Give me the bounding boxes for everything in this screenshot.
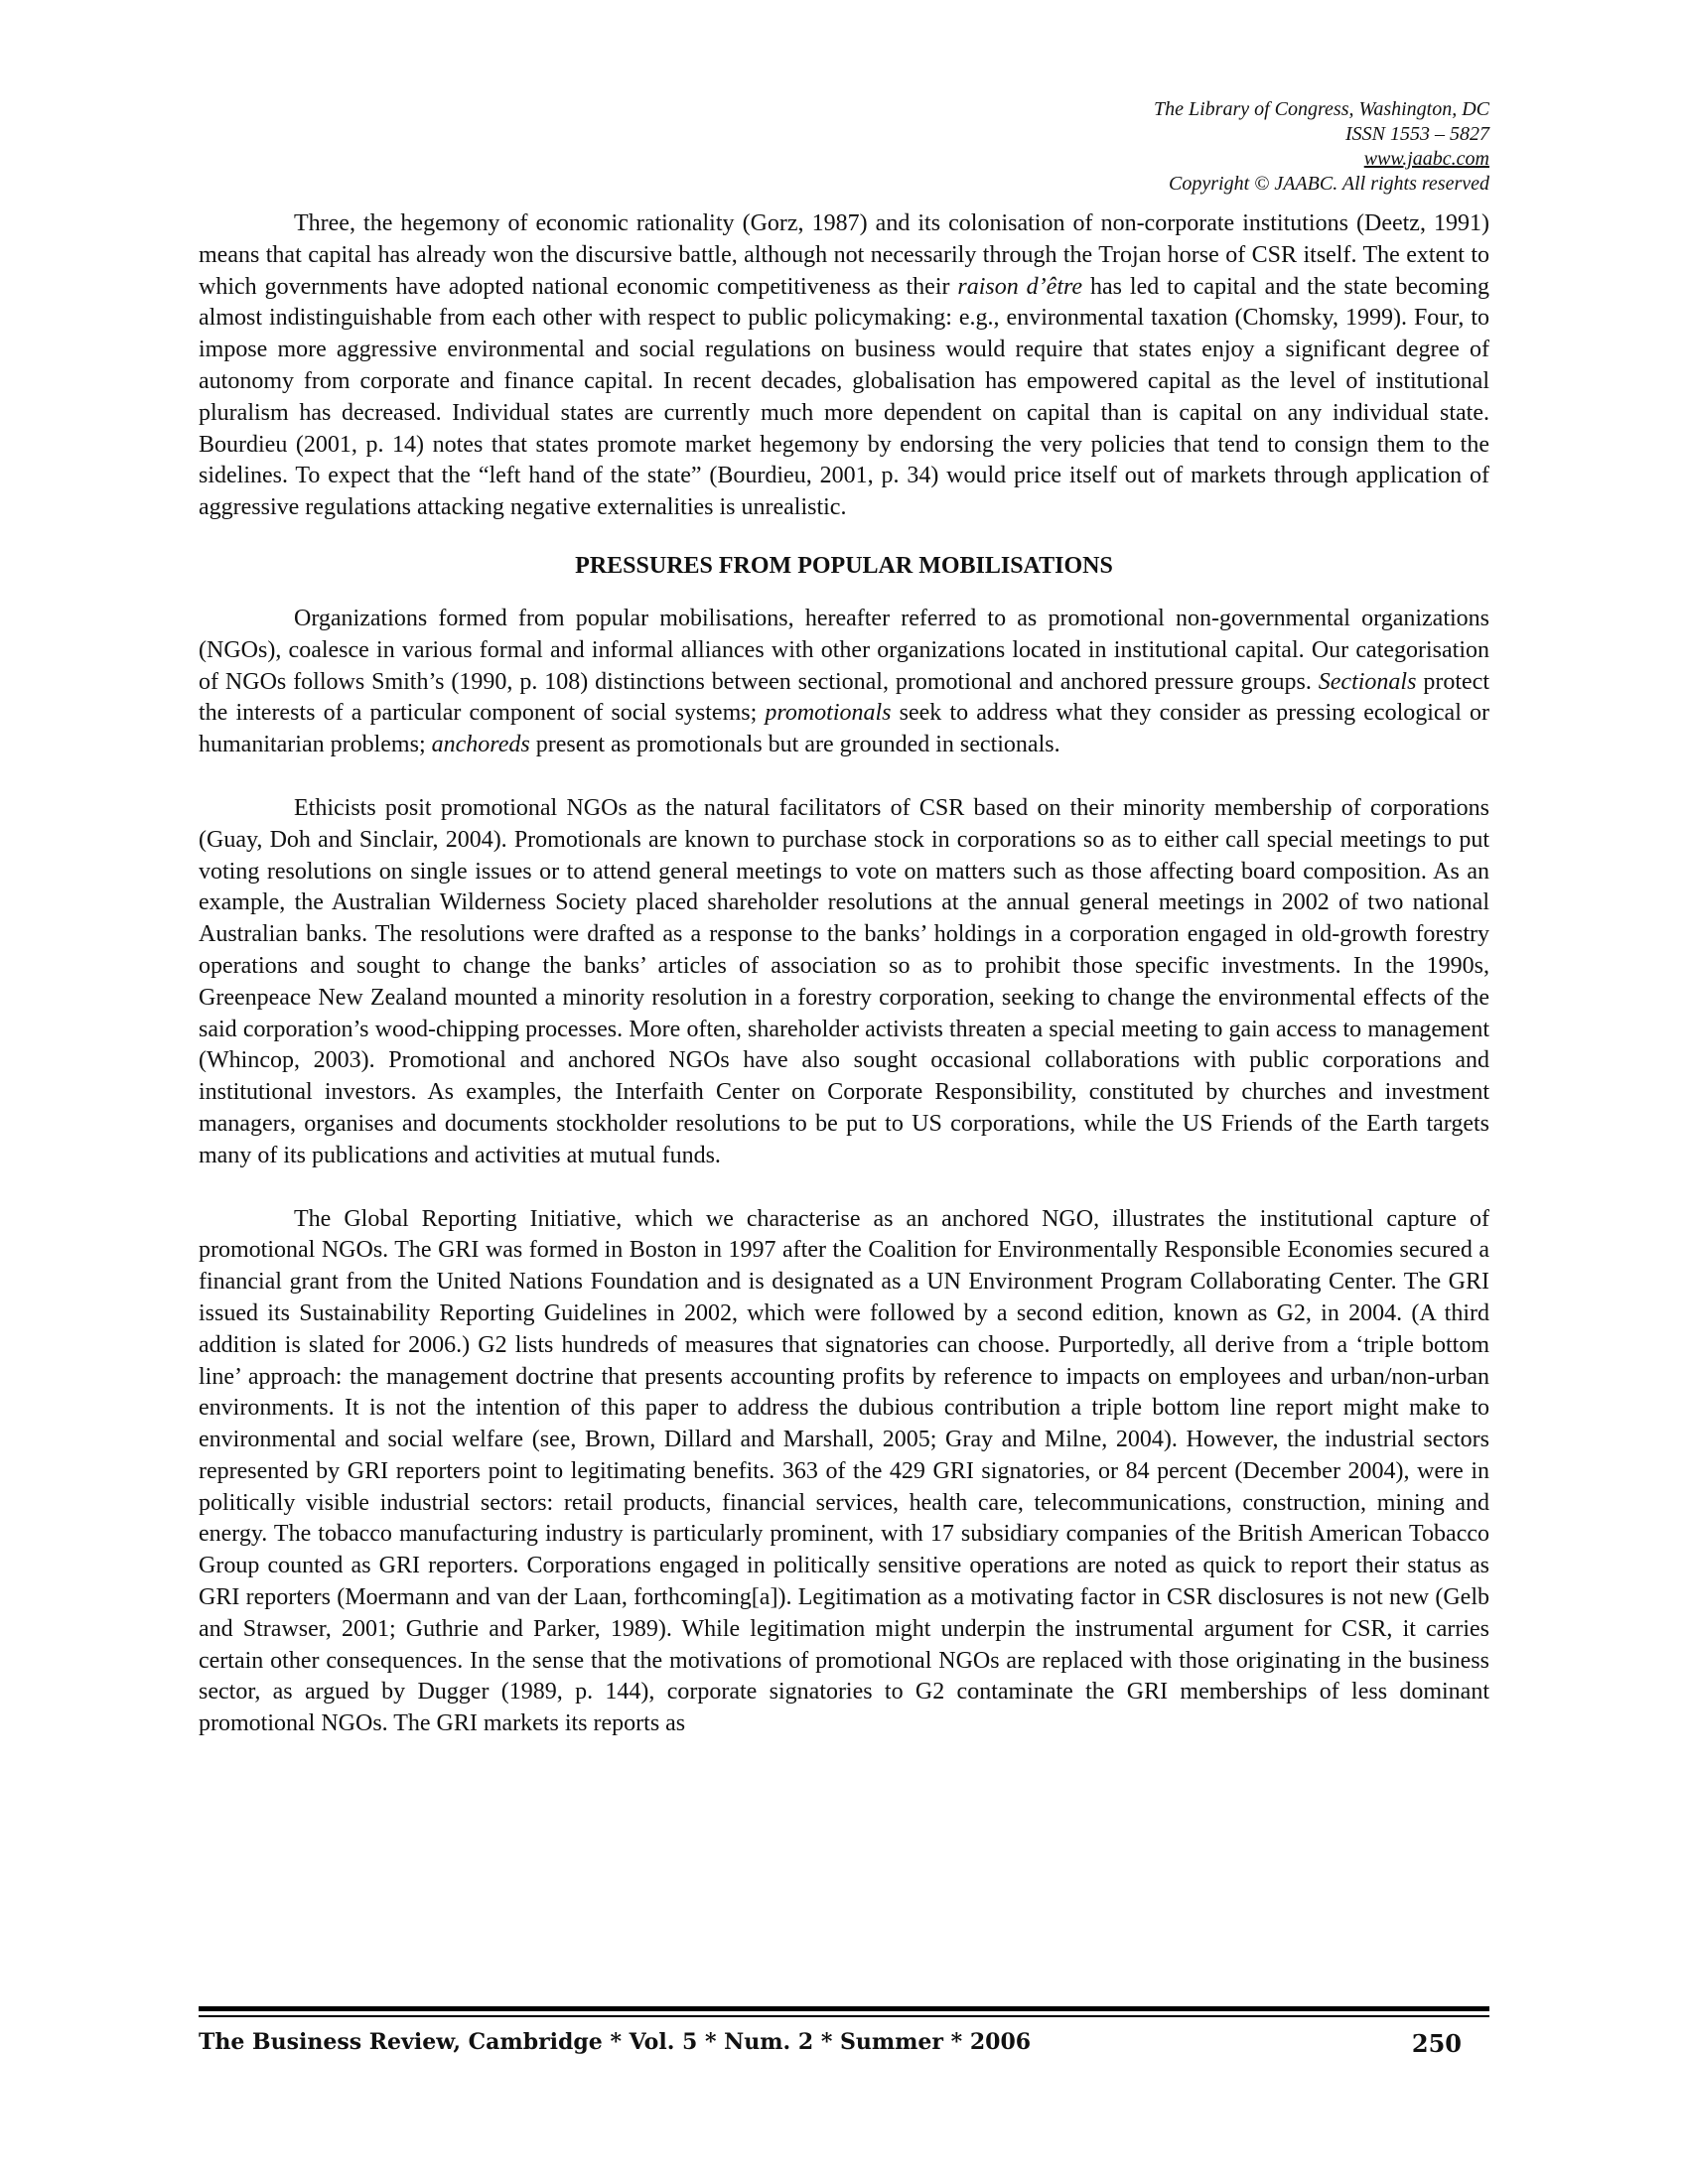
paragraph-text: Three, the hegemony of economic rationality (Gorz, 1987) and its colonisation of non-corporate institutions (Deetz, 1991) means that capital has already won the discursive battle, although not necessarily through the Trojan horse of CSR itself. The extent to which governments have adopted national economic competitiveness as their [199, 210, 1489, 300]
paragraph-ethicists: Ethicists posit promotional NGOs as the natural facilitators of CSR based on their minority membership of corporations (Guay, Doh and Sinclair, 2004). Promotionals are known to purchase stock in corporations so as to either call special meetings to put voting resolutions on single issues or to attend general meetings to vote on matters such as those affecting board composition. As an example, the Australian Wilderness Society placed shareholder resolutions at the annual general meetings in 2002 of two national Australian banks. The resolutions were drafted as a response to the banks’ holdings in a corporation engaged in old-growth forestry operations and sought to change the banks’ articles of association so as to prohibit those specific investments. In the 1990s, Greenpeace New Zealand mounted a minority resolution in a forestry corporation, seeking to change the environmental effects of the said corporation’s wood-chipping processes. More often, shareholder activists threaten a special meeting to gain access to management (Whincop, 2003). Promotional and anchored NGOs have also sought occasional collaborations with public corporations and institutional investors. As examples, the Interfaith Center on Corporate Responsibility, constituted by churches and investment managers, organises and documents stockholder resolutions to be put to US corporations, while the US Friends of the Earth targets many of its publications and activities at mutual funds. [199, 794, 1489, 1168]
section-heading: PRESSURES FROM POPULAR MOBILISATIONS [575, 552, 1113, 579]
paragraph-text: has led to capital and the state becoming almost indistinguishable from each other with respect to public policymaking: e.g., environmental taxation (Chomsky, 1999). Four, to impose more aggressive environmental and social regulations on business would require that states enjoy a significant degree of autonomy from corporate and finance capital. In recent decades, globalisation has empowered capital as the level of institutional pluralism has decreased. Individual states are currently much more dependent on capital than is capital on any individual state. Bourdieu (2001, p. 14) notes that states promote market hegemony by endorsing the very policies that tend to consign them to the sidelines. To expect that the “left hand of the state” (Bourdieu, 2001, p. 34) would price itself out of markets through application of aggressive regulations attacking negative externalities is unrealistic. [199, 273, 1489, 521]
paragraph-text: seek to address what they consider as pressing ecological or humanitarian problems; [199, 700, 1490, 758]
paragraph-text: protect the interests of a particular component of social systems; [199, 668, 1489, 727]
header-institution: The Library of Congress, Washington, DC [1153, 98, 1489, 120]
paragraph-hegemony [199, 208, 1489, 524]
emphasis-text: Sectionals [1318, 668, 1417, 695]
header-copyright: Copyright © JAABC. All rights reserved [1169, 173, 1489, 195]
emphasis-text: raison d’être [957, 273, 1083, 300]
page-footer [199, 2029, 1489, 2058]
paragraph-gri: The Global Reporting Initiative, which we characterise as an anchored NGO, illustrates the institutional capture of promotional NGOs. The GRI was formed in Boston in 1997 after the Coalition for Environmentally Responsible Economies secured a financial grant from the United Nations Foundation and is designated as a UN Environment Program Collaborating Center. The GRI issued its Sustainability Reporting Guidelines in 2002, which were followed by a second edition, known as G2, in 2004. (A third addition is slated for 2006.) G2 lists hundreds of measures that signatories can choose. Purportedly, all derive from a ‘triple bottom line’ approach: the management doctrine that presents accounting profits by reference to impacts on employees and urban/non-urban environments. It is not the intention of this paper to address the dubious contribution a triple bottom line report might make to environmental and social welfare (see, Brown, Dillard and Marshall, 2005; Gray and Milne, 2004). However, the industrial sectors represented by GRI reporters point to legitimating benefits. 363 of the 429 GRI signatories, or 84 percent (December 2004), were in politically visible industrial sectors: retail products, financial services, health care, telecommunications, construction, mining and energy. The tobacco manufacturing industry is particularly prominent, with 17 subsidiary companies of the British American Tobacco Group counted as GRI reporters. Corporations engaged in politically sensitive operations are noted as quick to report their status as GRI reporters (Moermann and van der Laan, forthcoming[a]). Legitimation as a motivating factor in CSR disclosures is not new (Gelb and Strawser, 2001; Guthrie and Parker, 1989). While legitimation might underpin the instrumental argument for CSR, it carries certain other consequences. In the sense that the motivations of promotional NGOs are replaced with those originating in the business sector, as argued by Dugger (1989, p. 144), corporate signatories to G2 contaminate the GRI memberships of less dominant promotional NGOs. The GRI markets its reports as [199, 1205, 1489, 1737]
emphasis-text: anchoreds [431, 732, 530, 758]
header-issn: ISSN 1553 – 5827 [1345, 123, 1489, 145]
header-website-link[interactable]: www.jaabc.com [1363, 148, 1489, 170]
article-body [199, 208, 1489, 1772]
emphasis-text: promotionals [765, 700, 892, 727]
footer-divider [199, 2006, 1489, 2011]
page-header [894, 97, 1489, 197]
paragraph-ngo-categorisation [199, 604, 1489, 761]
paragraph-text: present as promotionals but are grounded in sectionals. [529, 732, 1060, 758]
journal-citation: The Business Review, Cambridge * Vol. 5 * Num. 2 * Summer * 2006 [199, 2029, 1032, 2055]
page-number: 250 [1411, 2029, 1462, 2058]
footer-divider-thin [199, 2015, 1489, 2017]
paragraph-text: Organizations formed from popular mobilisations, hereafter referred to as promotional non-governmental organizations (NGOs), coalesce in various formal and informal alliances with other organizations located in institutional capital. Our categorisation of NGOs follows Smith’s (1990, p. 108) distinctions between sectional, promotional and anchored pressure groups. [199, 605, 1489, 695]
